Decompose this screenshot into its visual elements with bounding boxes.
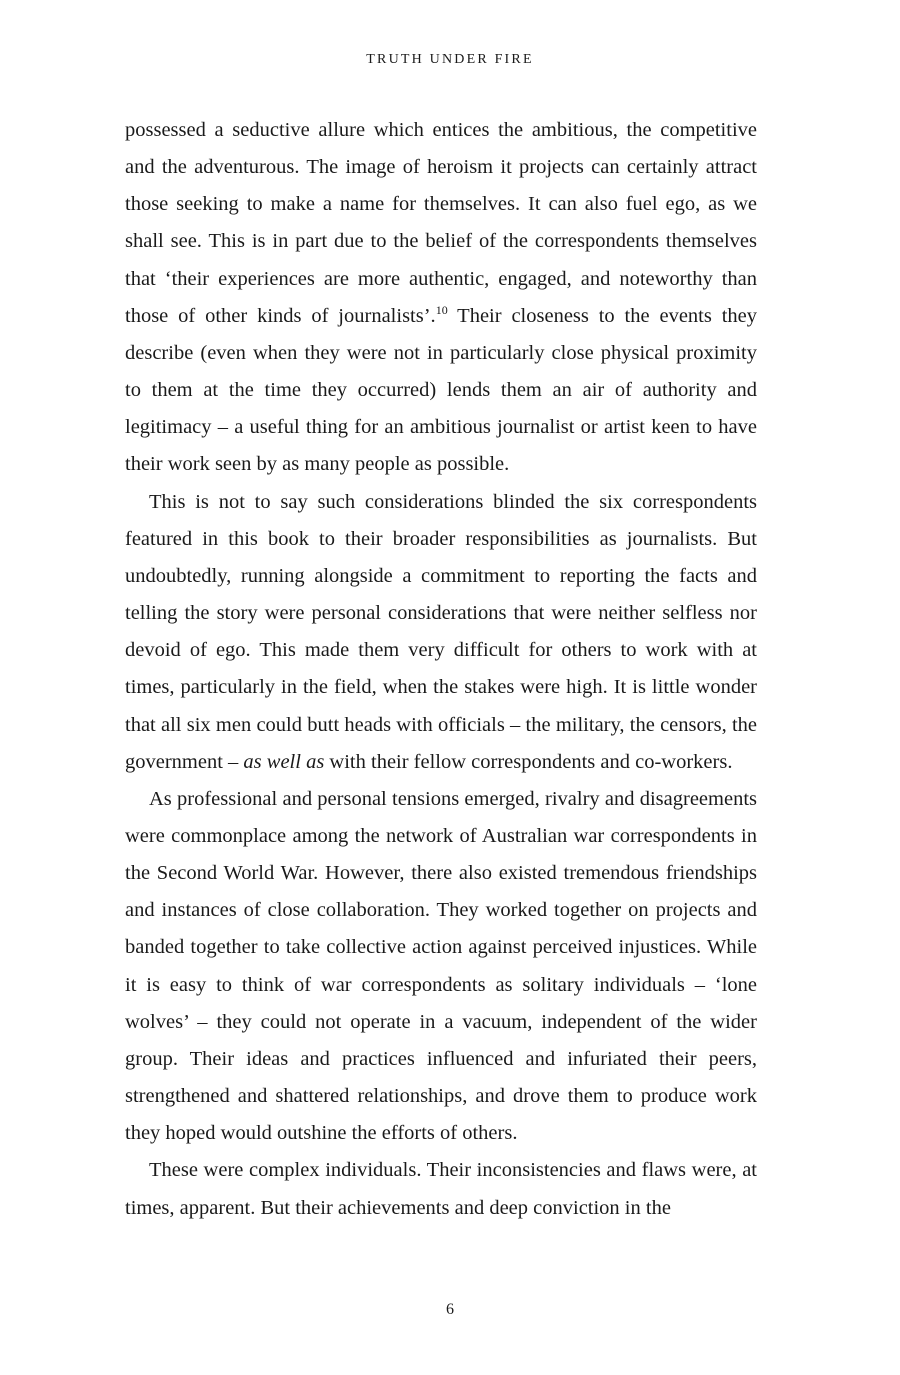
running-head: TRUTH UNDER FIRE [366,52,534,67]
page-number: 6 [446,1301,454,1318]
paragraph-1 [125,112,757,484]
paragraph-2-emphasis: as well as [243,750,325,773]
paragraph-4: These were complex individuals. Their inconsistencies and flaws were, at times, apparent. But their achievements and deep conviction in the [125,1159,757,1219]
body-text [125,112,757,1227]
paragraph-2 [125,484,757,781]
paragraph-3: As professional and personal tensions emerged, rivalry and disagreements were commonplace among the network of Australian war correspondents in the Second World War. However, there also existed tremendous friendships and instances of close collaboration. They worked together on projects and banded together to take collective action against perceived injustices. While it is easy to think of war correspondents as solitary individuals – ‘lone wolves’ – they could not operate in a vacuum, independent of the wider group. Their ideas and practices influenced and infuriated their peers, strengthened and shattered relationships, and drove them to produce work they hoped would outshine the efforts of others. [125,787,757,1145]
footnote-reference: 10 [435,302,448,317]
paragraph-1-text-continued: Their closeness to the events they describe (even when they were not in particularly close physical proximity to them at the time they occurred) lends them an air of authority and legitimacy – a useful thing for an ambitious journalist or artist keen to have their work seen by as many people as possible. [125,304,757,476]
paragraph-1-text: possessed a seductive allure which entices the ambitious, the competitive and the adventurous. The image of heroism it projects can certainly attract those seeking to make a name for themselves. It can also fuel ego, as we shall see. This is in part due to the belief of the correspondents themselves that ‘their experiences are more authentic, engaged, and noteworthy than those of other kinds of journalists’. [125,119,757,327]
paragraph-2-text: This is not to say such considerations blinded the six correspondents featured in this book to their broader responsibilities as journalists. But undoubtedly, running alongside a commitment to reporting the facts and telling the story were personal considerations that were neither selfless nor devoid of ego. This made them very difficult for others to work with at times, particularly in the field, when the stakes were high. It is little wonder that all six men could butt heads with officials – the military, the censors, the government – [125,490,757,773]
paragraph-2-text-continued: with their fellow correspondents and co-workers. [324,750,733,773]
